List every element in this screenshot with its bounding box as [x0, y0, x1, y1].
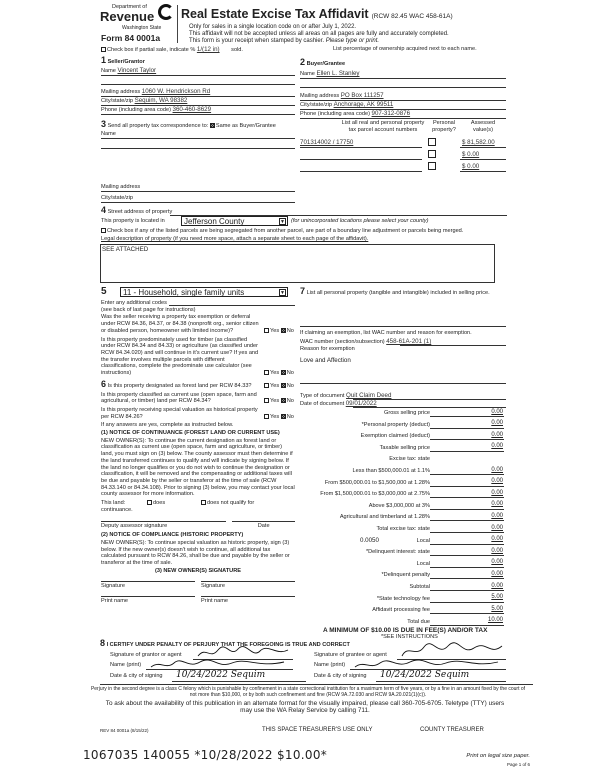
- tax-row-label: From $500,000.01 to $1,500,000 at 1.28%: [324, 479, 430, 486]
- no-checkbox[interactable]: [281, 414, 286, 419]
- tax-row-label: Less than $500,000.01 at 1.1%: [352, 468, 430, 475]
- title-row: [181, 7, 453, 22]
- buyer-city-field[interactable]: City/state/zip Anchorage, AK 99511: [300, 101, 394, 108]
- partial-sale: Check box if partial sale, indicate % 1/(12 in) sold.: [101, 46, 243, 54]
- grantee-signature-label[interactable]: Signature of grantee or agent: [314, 652, 387, 658]
- does-not-qualify-checkbox[interactable]: [201, 500, 206, 505]
- tax-row: [300, 605, 506, 615]
- minimum-due-note: A MINIMUM OF $10.00 IS DUE IN FEE(S) AND/OR TAX: [323, 627, 488, 634]
- no-checkbox[interactable]: [281, 383, 286, 388]
- cashier-stamp: 1067035 140055 *10/28/2022 $10.00*: [83, 748, 328, 762]
- tax-row-label: Total due: [407, 618, 430, 625]
- tax-row-value[interactable]: 0.00: [491, 512, 503, 519]
- citation: (RCW 82.45 WAC 458-61A): [371, 13, 453, 20]
- document-date-field[interactable]: Date of document 09/01/2022: [300, 400, 377, 407]
- exemption-claim-note: If claiming an exemption, list WAC number and reason for exemption.: [300, 330, 472, 336]
- print-name-label[interactable]: Print name: [101, 596, 195, 605]
- buyer-title: Buyer/Grantee: [306, 61, 346, 67]
- tax-row-value[interactable]: 0.00: [491, 559, 503, 566]
- codes-note: (see back of last page for instructions): [101, 306, 196, 313]
- notice-compliance-text: NEW OWNER(S): To continue special valuation as historic property, sign (3) below. If the new owner(s) doesn't wish to continue, all additional tax calculated pursuant to RCW 84.26, shall be due and payable by the seller or transferor at the time of sale.: [101, 539, 290, 566]
- grantor-name-handwritten: [148, 660, 288, 670]
- tax-row-label: Subtotal: [409, 584, 430, 591]
- forest-yes-no: Yes No: [264, 383, 295, 390]
- tax-row: [300, 594, 506, 604]
- tax-row: [300, 431, 506, 441]
- yes-checkbox[interactable]: [264, 370, 269, 375]
- tax-row-value[interactable]: 0.00: [491, 420, 503, 427]
- buyer-mailing-field[interactable]: Mailing address PO Box 111257: [300, 92, 384, 99]
- assessed-value-header: Assessed value(s): [470, 120, 496, 133]
- chevron-down-icon: ▼: [280, 290, 285, 296]
- tax-row-value[interactable]: 0.00: [491, 408, 503, 415]
- tax-row: [300, 617, 506, 627]
- grantor-date-handwritten: 10/24/2022 Sequim: [176, 670, 266, 680]
- notice-line: This form is your receipt when stamped by cashier. Please type or print.: [189, 38, 380, 44]
- yes-checkbox[interactable]: [264, 398, 269, 403]
- notice-line: Only for sales in a single location code on or after July 1, 2022.: [189, 24, 357, 30]
- tax-row-label: Exemption claimed (deduct): [360, 433, 430, 440]
- tax-row: [300, 582, 506, 592]
- additional-codes-label: Enter any additional codes: [101, 300, 167, 306]
- chevron-down-icon: ▼: [280, 219, 285, 225]
- seller-name-field[interactable]: Name Vincent Taylor: [101, 67, 157, 74]
- buyer-phone-field[interactable]: Phone (including area code) 907-312-0876: [300, 110, 411, 117]
- grantor-date-label[interactable]: Date & city of signing: [110, 673, 163, 679]
- tax-row-label: From $1,500,000.01 to $3,000,000 at 2.75%: [320, 491, 430, 498]
- ownership-note: List percentage of ownership acquired next to each name.: [333, 46, 477, 52]
- grantee-signature: [400, 644, 504, 659]
- dor-logo-icon: [158, 4, 174, 20]
- historical-yes-no: Yes No: [264, 414, 295, 421]
- page-title: Real Estate Excise Tax Affidavit: [181, 7, 369, 21]
- page-number: Page 1 of 6: [506, 762, 530, 767]
- grantor-name-label[interactable]: Name (print): [110, 662, 142, 668]
- tax-row-label: Total excise tax: state: [376, 526, 430, 533]
- seller-title: Seller/Grantor: [107, 59, 145, 65]
- same-as-buyer-checkbox[interactable]: [210, 123, 215, 128]
- legal-description-label: Legal description of property (if you need more space, attach a separate sheet to each page of the affidavit).: [101, 236, 369, 242]
- tax-row-value[interactable]: 0.00: [491, 570, 503, 577]
- assessed-value-field[interactable]: $ 0.00: [462, 151, 480, 158]
- tax-row-label: *Delinquent penalty: [381, 572, 430, 579]
- tax-row: [300, 524, 506, 534]
- personal-property-label: List all personal property (tangible and intangible) included in selling price.: [306, 290, 490, 296]
- date-label[interactable]: Date: [232, 521, 295, 530]
- yes-checkbox[interactable]: [264, 328, 269, 333]
- tax-row-label: Gross selling price: [383, 410, 430, 417]
- no-checkbox[interactable]: [281, 398, 286, 403]
- print-name-label[interactable]: Print name: [201, 596, 295, 605]
- tax-row: [300, 443, 506, 453]
- personal-property-checkbox[interactable]: [428, 150, 436, 161]
- grantor-signature-label[interactable]: Signature of grantor or agent: [110, 652, 182, 658]
- dept-label: Department of: [112, 4, 147, 10]
- partial-sale-checkbox[interactable]: [101, 47, 106, 52]
- notice-continuance-title: (1) NOTICE OF CONTINUANCE (FOREST LAND OR CURRENT USE): [101, 430, 280, 437]
- tax-row: [300, 512, 506, 522]
- parcel-number-field[interactable]: 701314002 / 17750: [300, 139, 354, 146]
- owner-signature-label[interactable]: Signature: [101, 581, 195, 590]
- current-use-question: Is this property classified as current use (open space, farm and agricultural, or timber) land per RCW 84.34?: [101, 391, 257, 405]
- grantee-name-handwritten: [352, 660, 502, 670]
- legal-description-field[interactable]: SEE ATTACHED: [100, 244, 495, 283]
- personal-property-checkbox[interactable]: [428, 162, 436, 173]
- deputy-signature-label[interactable]: Deputy assessor signature: [101, 521, 226, 530]
- yes-checkbox[interactable]: [264, 383, 269, 388]
- tax-row-value[interactable]: 0.00: [491, 536, 503, 543]
- certify-statement: I CERTIFY UNDER PENALTY OF PERJURY THAT THE FOREGOING IS TRUE AND CORRECT: [106, 642, 350, 648]
- tax-row: [300, 536, 506, 546]
- grantee-name-label[interactable]: Name (print): [314, 662, 346, 668]
- grantee-date-label[interactable]: Date & city of signing: [314, 673, 367, 679]
- owner-signature-label[interactable]: Signature: [201, 581, 295, 590]
- tax-row: [300, 489, 506, 499]
- tax-row-label: Local: [416, 537, 430, 544]
- county-note: (for unincorporated locations please select your county): [291, 218, 429, 224]
- additional-codes-field[interactable]: [169, 300, 295, 306]
- county-select[interactable]: Jefferson County ▼: [181, 216, 288, 226]
- tax-row-value[interactable]: 0.00: [491, 501, 503, 508]
- parcel-header: List all real and personal property tax parcel account numbers: [341, 120, 425, 133]
- tax-row-label: Affidavit processing fee: [372, 607, 430, 614]
- notice-compliance-title: (2) NOTICE OF COMPLIANCE (HISTORIC PROPERTY): [101, 532, 244, 539]
- new-owner-signature-title: (3) NEW OWNER(S) SIGNATURE: [155, 567, 241, 574]
- state-label: Washington State: [122, 25, 162, 31]
- tax-row-value[interactable]: 0.00: [491, 547, 503, 554]
- no-checkbox[interactable]: [281, 328, 286, 333]
- tax-row-label: *Delinquent interest: state: [365, 549, 430, 556]
- segregated-checkbox[interactable]: [101, 228, 106, 233]
- tax-row: [300, 420, 506, 430]
- historical-question: Is this property receiving special valuation as historical property per RCW 84.26?: [101, 406, 258, 420]
- assessed-value-field[interactable]: $ 81,582.00: [462, 139, 495, 146]
- tax-row: [300, 466, 506, 476]
- reason-label: Reason for exemption: [300, 346, 355, 352]
- see-instructions: *SEE INSTRUCTIONS: [381, 634, 438, 640]
- yes-checkbox[interactable]: [264, 414, 269, 419]
- tax-row-label: *Personal property (deduct): [361, 421, 430, 428]
- this-land-label: This land:: [101, 500, 126, 507]
- local-rate: 0.0050: [360, 537, 379, 544]
- tax-row: [300, 570, 506, 580]
- seller-city-field[interactable]: City/state/zip Sequim, WA 98382: [101, 97, 188, 104]
- county-treasurer-label: COUNTY TREASURER: [420, 727, 484, 733]
- continuance-label: continuance.: [101, 506, 133, 513]
- tax-row-value[interactable]: 0.00: [491, 582, 503, 589]
- no-checkbox[interactable]: [281, 370, 286, 375]
- tax-row-value[interactable]: 10.00: [487, 617, 503, 624]
- seller-phone-field[interactable]: Phone (including area code) 360-460-8629: [101, 106, 212, 113]
- does-checkbox[interactable]: [147, 500, 152, 505]
- tax-row-value[interactable]: 0.00: [491, 524, 503, 531]
- tax-row: [300, 547, 506, 557]
- accessibility-notice: To ask about the availability of this publication in an alternate format for the visually impaired, please call 360-705-6705. Teletype (TTY) users may use the WA Relay Service by calling 711.: [105, 700, 505, 715]
- left-column: Enter any additional codes (see back of last page for instructions) Was the seller receiving a property tax exemption or deferral under RCW 84.36, 84.37, or 84.38 (nonprofit org., senior citizen or disabled person, homeowner with limited income)? Yes No Is this property predominately used for timber (as classified under RCW 84.34 and 84.33) or agriculture (as classified under RCW 84.34.020) and will continue in it's current use? If yes and the transfer involves multiple parcels with different classifications, complete the predominate use calculator (see instructions) Yes No 6 Is this property designated as forest land per RCW 84.33? Yes No Is this property classified as current use (open space, farm and agricultural, or timber) land per RCW 84.34? Yes No Is this property receiving special valuation as historical property per RCW 84.26? Yes No If any answers are yes, complete as instructed below. (1) NOTICE OF CONTINUANCE (FOREST LAND OR CURRENT USE) NEW OWNER(S): To continue the current designation as forest land or classification as current use (open space, farm and agriculture, or timber) land, you must sign on (3) below. The county assessor must then determine if the land transferred continues to qualify and will indicate by signing below. If the land no longer qualifies or you do not wish to continue the designation or classification, it will be removed and the compensating or additional taxes will be due and payable by the seller or transferor at the time of sale (RCW 84.33.140 or 84.34.108). Prior to signing (3) below, you may contact your local county assessor for more information. This land: continuance. does does not qualify for Deputy assessor signature Date (2) NOTICE OF COMPLIANCE (HISTORIC PROPERTY) NEW OWNER(S): To continue special valuation as historic property, sign (3) below. If the new owner(s) doesn't wish to continue, all additional tax calculated pursuant to RCW 84.26, shall be due and payable by the seller or transferor at the time of sale. (3) NEW OWNER(S) SIGNATURE Signature Signature Print name Print name: [101, 300, 295, 605]
- revision-label: REV 84 0001a (8/15/22): [100, 728, 149, 733]
- personal-property-header: Personal property?: [432, 120, 456, 133]
- located-label: This property is located in: [101, 218, 165, 224]
- tax-row-value[interactable]: 0.00: [491, 443, 503, 450]
- exemption-yes-no: Yes No: [264, 328, 295, 335]
- current-use-yes-no: Yes No: [264, 398, 295, 405]
- tax-row-value[interactable]: 0.00: [491, 478, 503, 485]
- tax-row-label: Local: [416, 560, 430, 567]
- timber-question: Is this property predominately used for timber (as classified under RCW 84.34 and 84.33) or agriculture (as classified under RCW 84.34.020) and will continue in it's current use? If yes and the transfer involves multiple parcels with different classifications, complete the predominate use calculator (see instructions): [101, 336, 259, 377]
- tax-row-value[interactable]: 5.00: [491, 594, 503, 601]
- forest-question: 6 Is this property designated as forest land per RCW 84.33?: [101, 378, 252, 389]
- exemption-question: Was the seller receiving a property tax exemption or deferral under RCW 84.36, 84.37, or 84.38 (nonprofit org., senior citizen or disabled person, homeowner with limited income)?: [101, 314, 259, 334]
- tax-row: [300, 408, 506, 418]
- timber-yes-no: Yes No: [264, 370, 295, 377]
- document-type-field[interactable]: Type of document Quit Claim Deed: [300, 392, 392, 399]
- perjury-notice: Perjury in the second degree is a class C felony which is punishable by confinement in a state correctional institution for a maximum term of five years, or by a fine in an amount fixed by the court of not more than $10,000, or by both such confinement and fine (RCW 9A.72.030 and RCW 9A.20.021(1)(c)).: [90, 686, 526, 698]
- grantor-signature: [196, 646, 291, 660]
- tax-row-value[interactable]: 0.00: [491, 431, 503, 438]
- tax-row-value[interactable]: 0.00: [491, 466, 503, 473]
- partial-percent-field[interactable]: 1/(12 in): [196, 46, 220, 53]
- personal-property-checkbox[interactable]: [428, 138, 436, 149]
- form-number: Form 84 0001a: [101, 33, 161, 43]
- tax-row: [300, 478, 506, 488]
- notice-continuance-text: NEW OWNER(S): To continue the current designation as forest land or classification as current use (open space, farm and agriculture, or timber) land, you must sign on (3) below. The county assessor must then determine if the land transferred continues to qualify and will indicate by signing below. If the land no longer qualifies or you do not wish to continue the designation or classification, it will be removed and the compensating or additional taxes will be due and payable by the seller or transferor at the time of sale (RCW 84.33.140 or 84.34.108). Prior to signing (3) below, you may contact your local county assessor for more information.: [101, 437, 295, 498]
- tax-row: [300, 559, 506, 569]
- treasurer-use-label: THIS SPACE TREASURER'S USE ONLY: [262, 727, 373, 733]
- tax-row-label: Above $3,000,000 at 3%: [368, 502, 430, 509]
- tax-row-value[interactable]: 0.00: [491, 489, 503, 496]
- tax-row-label: Excise tax: state: [389, 456, 430, 463]
- tax-row-label: Taxable selling price: [379, 444, 430, 451]
- buyer-name-field[interactable]: Name Ellen L. Stanley: [300, 70, 360, 77]
- correspondence-name-label: Name: [101, 131, 116, 137]
- revenue-logo-text: Revenue: [100, 9, 155, 24]
- correspondence-city-label: City/state/zip: [101, 195, 134, 201]
- tax-row: [300, 454, 506, 464]
- seller-mailing-field[interactable]: Mailing address 1060 W. Hendrickson Rd: [101, 88, 211, 95]
- notice-line: This affidavit will not be accepted unless all areas on all pages are fully and accurately completed.: [189, 31, 449, 37]
- correspondence-mailing-label: Mailing address: [101, 184, 141, 190]
- grantee-date-handwritten: 10/24/2022 Sequim: [380, 670, 470, 680]
- land-use-select[interactable]: 11 - Household, single family units ▼: [120, 287, 288, 297]
- tax-row-label: *State technology fee: [376, 595, 430, 602]
- if-yes-note: If any answers are yes, complete as instructed below.: [101, 422, 234, 429]
- tax-row-label: Agricultural and timberland at 1.28%: [339, 514, 430, 521]
- legal-paper-note: Print on legal size paper.: [466, 753, 530, 759]
- reason-field[interactable]: Love and Affection: [300, 357, 351, 364]
- tax-row: [300, 501, 506, 511]
- wac-field[interactable]: WAC number (section/subsection) 458-61A-201 (1): [300, 338, 432, 345]
- assessed-value-field[interactable]: $ 0.00: [462, 163, 480, 170]
- tax-row-value[interactable]: 5.00: [491, 605, 503, 612]
